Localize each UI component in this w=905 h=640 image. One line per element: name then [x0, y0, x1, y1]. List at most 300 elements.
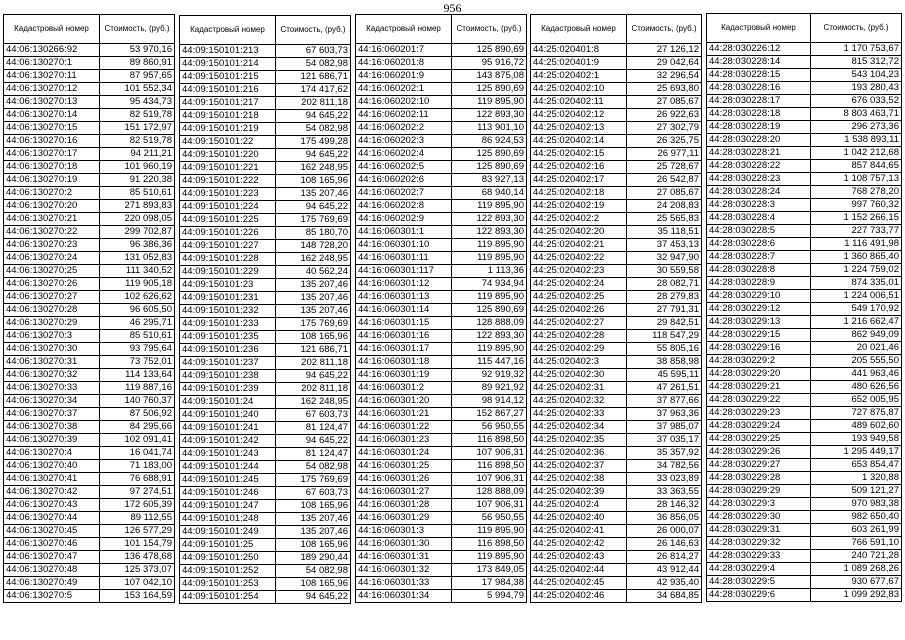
table-row	[356, 486, 527, 499]
table-row	[4, 161, 175, 174]
cadastral-number-cell: 44:09:150101:231	[180, 292, 276, 305]
cadastral-number-cell: 44:06:130270:47	[4, 551, 100, 564]
cost-cell: 874 335,01	[811, 277, 902, 290]
table-header	[707, 14, 902, 43]
cadastral-number-cell: 44:25:020402:32	[531, 395, 627, 408]
cost-cell: 113 901,10	[452, 122, 527, 135]
cost-cell: 220 098,05	[100, 213, 175, 226]
cost-cell: 108 165,96	[276, 500, 351, 513]
cost-cell: 47 261,51	[627, 382, 702, 395]
cost-cell: 24 208,83	[627, 200, 702, 213]
cost-cell: 25 565,83	[627, 213, 702, 226]
cost-cell: 28 082,71	[627, 278, 702, 291]
cost-cell: 55 805,16	[627, 343, 702, 356]
table-row	[356, 421, 527, 434]
cost-cell: 8 803 463,71	[811, 108, 902, 121]
table-row	[180, 305, 351, 318]
cadastral-number-cell: 44:06:130270:38	[4, 421, 100, 434]
cost-cell: 32 947,90	[627, 252, 702, 265]
cost-cell: 115 447,16	[452, 356, 527, 369]
table-row	[356, 395, 527, 408]
table-row	[356, 343, 527, 356]
cadastral-number-cell: 44:25:020402:12	[531, 109, 627, 122]
cost-cell: 34 782,56	[627, 460, 702, 473]
cost-cell: 101 154,79	[100, 538, 175, 551]
cost-cell: 33 363,55	[627, 486, 702, 499]
cadastral-number-cell: 44:06:130270:14	[4, 109, 100, 122]
cadastral-number-cell: 44:06:130270:46	[4, 538, 100, 551]
table-row	[531, 109, 702, 122]
cost-cell: 36 856,05	[627, 512, 702, 525]
cadastral-number-cell: 44:06:130270:12	[4, 83, 100, 96]
cost-cell: 96 386,36	[100, 239, 175, 252]
cost-cell: 108 165,96	[276, 539, 351, 552]
table-row	[531, 382, 702, 395]
table-row	[180, 526, 351, 539]
cost-cell: 29 042,64	[627, 57, 702, 70]
table-row	[356, 577, 527, 590]
cadastral-number-cell: 44:06:130270:44	[4, 512, 100, 525]
cadastral-number-cell: 44:09:150101:215	[180, 71, 276, 84]
cadastral-number-cell: 44:09:150101:23	[180, 279, 276, 292]
table-row	[4, 538, 175, 551]
cadastral-number-cell: 44:28:030229:6	[707, 589, 811, 602]
cost-cell: 84 295,66	[100, 421, 175, 434]
table-row	[707, 95, 902, 108]
cadastral-number-cell: 44:28:030228:5	[707, 225, 811, 238]
cadastral-number-cell: 44:06:130270:39	[4, 434, 100, 447]
cost-cell: 16 041,74	[100, 447, 175, 460]
table-row	[180, 513, 351, 526]
cost-cell: 26 542,87	[627, 174, 702, 187]
cadastral-table-2	[179, 15, 351, 604]
cost-cell: 135 207,46	[276, 292, 351, 305]
cadastral-number-cell: 44:28:030229:2	[707, 355, 811, 368]
table-row	[531, 408, 702, 421]
cost-cell: 26 977,11	[627, 148, 702, 161]
cadastral-number-cell: 44:06:130270:28	[4, 304, 100, 317]
cadastral-number-cell: 44:16:060202:10	[356, 96, 452, 109]
cost-cell: 970 983,38	[811, 498, 902, 511]
cost-cell: 89 860,91	[100, 57, 175, 70]
cost-cell: 128 888,09	[452, 486, 527, 499]
cadastral-number-cell: 44:09:150101:235	[180, 331, 276, 344]
cadastral-number-cell: 44:25:020402:10	[531, 83, 627, 96]
cadastral-number-cell: 44:28:030229:4	[707, 563, 811, 576]
cadastral-number-cell: 44:28:030229:20	[707, 368, 811, 381]
table-row	[531, 473, 702, 486]
cadastral-number-cell: 44:28:030228:19	[707, 121, 811, 134]
cadastral-number-cell: 44:25:020401:8	[531, 44, 627, 57]
cadastral-number-cell: 44:06:130270:40	[4, 460, 100, 473]
table-row	[356, 291, 527, 304]
cadastral-number-cell: 44:09:150101:222	[180, 175, 276, 188]
cadastral-number-cell: 44:16:060301:34	[356, 590, 452, 603]
cost-cell: 108 165,96	[276, 331, 351, 344]
cost-cell: 89 112,55	[100, 512, 175, 525]
cost-cell: 89 921,92	[452, 382, 527, 395]
cost-cell: 74 934,94	[452, 278, 527, 291]
table-row	[4, 70, 175, 83]
cost-cell: 162 248,95	[276, 162, 351, 175]
cadastral-number-cell: 44:28:030229:3	[707, 498, 811, 511]
cost-cell: 26 922,63	[627, 109, 702, 122]
cost-cell: 54 082,98	[276, 461, 351, 474]
cost-cell: 27 302,79	[627, 122, 702, 135]
cost-cell: 122 893,30	[452, 213, 527, 226]
cadastral-number-cell: 44:06:130270:48	[4, 564, 100, 577]
table-row	[707, 589, 902, 602]
cost-cell: 97 274,51	[100, 486, 175, 499]
table-row	[356, 135, 527, 148]
cost-cell: 98 914,12	[452, 395, 527, 408]
table-row	[531, 304, 702, 317]
cadastral-number-cell: 44:06:130270:24	[4, 252, 100, 265]
table-row	[4, 291, 175, 304]
table-row	[707, 459, 902, 472]
cost-cell: 91 220,38	[100, 174, 175, 187]
table-row	[531, 486, 702, 499]
table-row	[4, 460, 175, 473]
table-row	[707, 368, 902, 381]
cost-cell: 119 895,90	[452, 96, 527, 109]
table-row	[4, 382, 175, 395]
table-row	[180, 474, 351, 487]
table-row	[4, 226, 175, 239]
cadastral-number-cell: 44:06:130270:2	[4, 187, 100, 200]
cadastral-number-cell: 44:25:020402:3	[531, 356, 627, 369]
cadastral-number-cell: 44:25:020402:39	[531, 486, 627, 499]
cost-cell: 28 279,83	[627, 291, 702, 304]
cost-cell: 107 906,31	[452, 447, 527, 460]
cadastral-number-cell: 44:25:020402:14	[531, 135, 627, 148]
cadastral-number-cell: 44:28:030228:9	[707, 277, 811, 290]
cost-cell: 37 877,66	[627, 395, 702, 408]
cadastral-number-cell: 44:16:060301:117	[356, 265, 452, 278]
table-row	[356, 200, 527, 213]
table-header	[356, 15, 527, 44]
cadastral-number-cell: 44:16:060202:9	[356, 213, 452, 226]
table-row	[180, 370, 351, 383]
cost-cell: 92 919,32	[452, 369, 527, 382]
cadastral-number-cell: 44:16:060301:19	[356, 369, 452, 382]
cost-cell: 271 893,83	[100, 200, 175, 213]
cost-cell: 135 207,46	[276, 279, 351, 292]
cost-cell: 122 893,30	[452, 109, 527, 122]
cadastral-number-cell: 44:25:020402:11	[531, 96, 627, 109]
cadastral-number-cell: 44:25:020402:1	[531, 70, 627, 83]
cadastral-table-5	[706, 13, 902, 602]
cadastral-number-cell: 44:28:030229:29	[707, 485, 811, 498]
cadastral-number-cell: 44:16:060301:30	[356, 538, 452, 551]
cadastral-number-cell: 44:09:150101:253	[180, 578, 276, 591]
cost-cell: 135 207,46	[276, 513, 351, 526]
table-row	[707, 43, 902, 56]
table-row	[180, 123, 351, 136]
cadastral-number-cell: 44:28:030228:3	[707, 199, 811, 212]
cadastral-number-cell: 44:06:130270:21	[4, 213, 100, 226]
table-row	[707, 524, 902, 537]
table-row	[4, 499, 175, 512]
cadastral-number-cell: 44:09:150101:221	[180, 162, 276, 175]
table-row	[180, 487, 351, 500]
table-row	[4, 447, 175, 460]
table-row	[707, 277, 902, 290]
cost-cell: 202 811,18	[276, 97, 351, 110]
table-row	[180, 214, 351, 227]
cadastral-number-cell: 44:28:030229:30	[707, 511, 811, 524]
cadastral-number-cell: 44:16:060301:20	[356, 395, 452, 408]
cost-cell: 125 890,69	[452, 304, 527, 317]
cadastral-number-cell: 44:28:030229:22	[707, 394, 811, 407]
cadastral-number-cell: 44:16:060301:16	[356, 330, 452, 343]
cadastral-number-cell: 44:16:060301:17	[356, 343, 452, 356]
table-row	[356, 499, 527, 512]
cadastral-number-cell: 44:09:150101:229	[180, 266, 276, 279]
cadastral-number-cell: 44:09:150101:224	[180, 201, 276, 214]
cadastral-number-cell: 44:16:060202:11	[356, 109, 452, 122]
cadastral-number-cell: 44:06:130270:20	[4, 200, 100, 213]
cadastral-number-cell: 44:09:150101:25	[180, 539, 276, 552]
table-row	[356, 148, 527, 161]
cadastral-number-cell: 44:09:150101:252	[180, 565, 276, 578]
table-row	[180, 71, 351, 84]
cost-cell: 53 970,16	[100, 44, 175, 57]
table-row	[4, 135, 175, 148]
cost-cell: 45 595,11	[627, 369, 702, 382]
cadastral-number-cell: 44:28:030228:4	[707, 212, 811, 225]
cadastral-number-cell: 44:25:020402:40	[531, 512, 627, 525]
cost-cell: 148 728,20	[276, 240, 351, 253]
table-row	[356, 408, 527, 421]
cost-cell: 125 890,69	[452, 148, 527, 161]
cost-cell: 202 811,18	[276, 383, 351, 396]
cadastral-number-cell: 44:16:060202:4	[356, 148, 452, 161]
header-cost: Стоимость, (руб.)	[276, 16, 351, 45]
cadastral-number-cell: 44:16:060202:6	[356, 174, 452, 187]
cadastral-number-cell: 44:28:030229:32	[707, 537, 811, 550]
header-cost: Стоимость, (руб.)	[811, 14, 902, 43]
cadastral-number-cell: 44:06:130270:30	[4, 343, 100, 356]
table-row	[531, 44, 702, 57]
table-row	[4, 109, 175, 122]
page-number: 956	[443, 1, 462, 15]
table-row	[356, 122, 527, 135]
cost-cell: 119 895,90	[452, 525, 527, 538]
header-cadastral-number: Кадастровый номер	[180, 16, 276, 45]
table-row	[531, 590, 702, 603]
cost-cell: 27 126,12	[627, 44, 702, 57]
table-row	[531, 96, 702, 109]
cost-cell: 28 146,32	[627, 499, 702, 512]
cadastral-number-cell: 44:06:130270:31	[4, 356, 100, 369]
table-row	[180, 461, 351, 474]
cadastral-number-cell: 44:28:030228:22	[707, 160, 811, 173]
cadastral-number-cell: 44:06:130270:49	[4, 577, 100, 590]
table-row	[4, 265, 175, 278]
cost-cell: 46 295,71	[100, 317, 175, 330]
cadastral-number-cell: 44:25:020402:16	[531, 161, 627, 174]
cadastral-number-cell: 44:16:060202:5	[356, 161, 452, 174]
cost-cell: 128 888,09	[452, 317, 527, 330]
cost-cell: 1 295 449,17	[811, 446, 902, 459]
cost-cell: 857 844,65	[811, 160, 902, 173]
cadastral-number-cell: 44:09:150101:243	[180, 448, 276, 461]
table-header	[180, 16, 351, 45]
cadastral-number-cell: 44:25:020402:42	[531, 538, 627, 551]
cost-cell: 119 895,90	[452, 200, 527, 213]
cadastral-number-cell: 44:25:020402:22	[531, 252, 627, 265]
table-row	[180, 175, 351, 188]
cadastral-number-cell: 44:25:020402:43	[531, 551, 627, 564]
cost-cell: 68 940,14	[452, 187, 527, 200]
cadastral-number-cell: 44:09:150101:24	[180, 396, 276, 409]
cadastral-number-cell: 44:25:020402:4	[531, 499, 627, 512]
table-row	[707, 108, 902, 121]
cost-cell: 1 116 491,98	[811, 238, 902, 251]
table-row	[356, 265, 527, 278]
table-row	[531, 265, 702, 278]
cadastral-number-cell: 44:28:030228:24	[707, 186, 811, 199]
cost-cell: 121 686,71	[276, 71, 351, 84]
cost-cell: 17 984,38	[452, 577, 527, 590]
cost-cell: 125 890,69	[452, 83, 527, 96]
cadastral-number-cell: 44:09:150101:236	[180, 344, 276, 357]
cadastral-number-cell: 44:16:060301:2	[356, 382, 452, 395]
table-row	[180, 591, 351, 604]
cadastral-number-cell: 44:16:060301:15	[356, 317, 452, 330]
table-row	[356, 239, 527, 252]
cadastral-number-cell: 44:28:030228:7	[707, 251, 811, 264]
table-row	[531, 330, 702, 343]
cost-cell: 549 170,92	[811, 303, 902, 316]
table-row	[180, 45, 351, 58]
cost-cell: 227 733,77	[811, 225, 902, 238]
table-row	[180, 435, 351, 448]
table-row	[707, 498, 902, 511]
cadastral-number-cell: 44:25:020402:2	[531, 213, 627, 226]
table-row	[707, 82, 902, 95]
cadastral-number-cell: 44:16:060201:8	[356, 57, 452, 70]
cost-cell: 480 626,56	[811, 381, 902, 394]
cadastral-number-cell: 44:28:030228:18	[707, 108, 811, 121]
cadastral-number-cell: 44:16:060301:3	[356, 525, 452, 538]
cadastral-number-cell: 44:06:130270:41	[4, 473, 100, 486]
cadastral-number-cell: 44:16:060301:22	[356, 421, 452, 434]
table-row	[707, 472, 902, 485]
cadastral-number-cell: 44:06:130270:33	[4, 382, 100, 395]
cadastral-number-cell: 44:06:130270:1	[4, 57, 100, 70]
cadastral-number-cell: 44:09:150101:225	[180, 214, 276, 227]
table-row	[180, 500, 351, 513]
header-cadastral-number: Кадастровый номер	[707, 14, 811, 43]
table-row	[356, 538, 527, 551]
table-row	[4, 317, 175, 330]
cost-cell: 94 645,22	[276, 591, 351, 604]
table-row	[707, 290, 902, 303]
cadastral-number-cell: 44:25:020402:20	[531, 226, 627, 239]
table-row	[4, 369, 175, 382]
cost-cell: 299 702,87	[100, 226, 175, 239]
table-row	[707, 69, 902, 82]
cost-cell: 94 645,22	[276, 149, 351, 162]
cost-cell: 38 858,98	[627, 356, 702, 369]
cadastral-number-cell: 44:25:020402:15	[531, 148, 627, 161]
cost-cell: 81 124,47	[276, 422, 351, 435]
table-row	[531, 525, 702, 538]
cost-cell: 509 121,27	[811, 485, 902, 498]
cost-cell: 240 721,28	[811, 550, 902, 563]
cadastral-number-cell: 44:25:020402:23	[531, 265, 627, 278]
cadastral-number-cell: 44:28:030228:15	[707, 69, 811, 82]
table-row	[180, 331, 351, 344]
table-row	[180, 110, 351, 123]
header-cadastral-number: Кадастровый номер	[4, 15, 100, 44]
cadastral-number-cell: 44:09:150101:232	[180, 305, 276, 318]
table-row	[531, 460, 702, 473]
table-row	[4, 200, 175, 213]
cadastral-number-cell: 44:25:020402:18	[531, 187, 627, 200]
cadastral-number-cell: 44:06:130270:43	[4, 499, 100, 512]
cost-cell: 27 085,67	[627, 187, 702, 200]
cost-cell: 37 453,13	[627, 239, 702, 252]
table-row	[356, 512, 527, 525]
cadastral-number-cell: 44:28:030228:21	[707, 147, 811, 160]
cadastral-number-cell: 44:06:130270:19	[4, 174, 100, 187]
table-row	[4, 577, 175, 590]
cadastral-number-cell: 44:16:060202:8	[356, 200, 452, 213]
table-row	[180, 578, 351, 591]
cost-cell: 1 089 268,26	[811, 563, 902, 576]
table-row	[356, 109, 527, 122]
cadastral-number-cell: 44:25:020402:44	[531, 564, 627, 577]
cadastral-number-cell: 44:09:150101:254	[180, 591, 276, 604]
cost-cell: 116 898,50	[452, 538, 527, 551]
cost-cell: 997 760,32	[811, 199, 902, 212]
table-row	[531, 343, 702, 356]
table-row	[4, 278, 175, 291]
cadastral-number-cell: 44:25:020402:24	[531, 278, 627, 291]
cadastral-number-cell: 44:09:150101:217	[180, 97, 276, 110]
cadastral-number-cell: 44:16:060301:13	[356, 291, 452, 304]
cadastral-table-1	[3, 14, 175, 603]
cost-cell: 126 577,29	[100, 525, 175, 538]
table-row	[356, 304, 527, 317]
cost-cell: 108 165,96	[276, 175, 351, 188]
table-row	[4, 486, 175, 499]
cadastral-number-cell: 44:06:130270:26	[4, 278, 100, 291]
cost-cell: 95 916,72	[452, 57, 527, 70]
table-row	[707, 212, 902, 225]
table-row	[4, 395, 175, 408]
table-row	[356, 551, 527, 564]
cost-cell: 42 935,40	[627, 577, 702, 590]
cost-cell: 107 906,31	[452, 499, 527, 512]
table-header	[531, 15, 702, 44]
cadastral-number-cell: 44:09:150101:22	[180, 136, 276, 149]
cadastral-number-cell: 44:25:020402:31	[531, 382, 627, 395]
table-row	[180, 279, 351, 292]
cost-cell: 94 645,22	[276, 110, 351, 123]
cost-cell: 121 686,71	[276, 344, 351, 357]
cadastral-table-4	[530, 14, 702, 603]
table-row	[707, 511, 902, 524]
table-row	[707, 355, 902, 368]
table-row	[180, 149, 351, 162]
cost-cell: 26 814,27	[627, 551, 702, 564]
table-row	[707, 147, 902, 160]
cost-cell: 175 769,69	[276, 474, 351, 487]
